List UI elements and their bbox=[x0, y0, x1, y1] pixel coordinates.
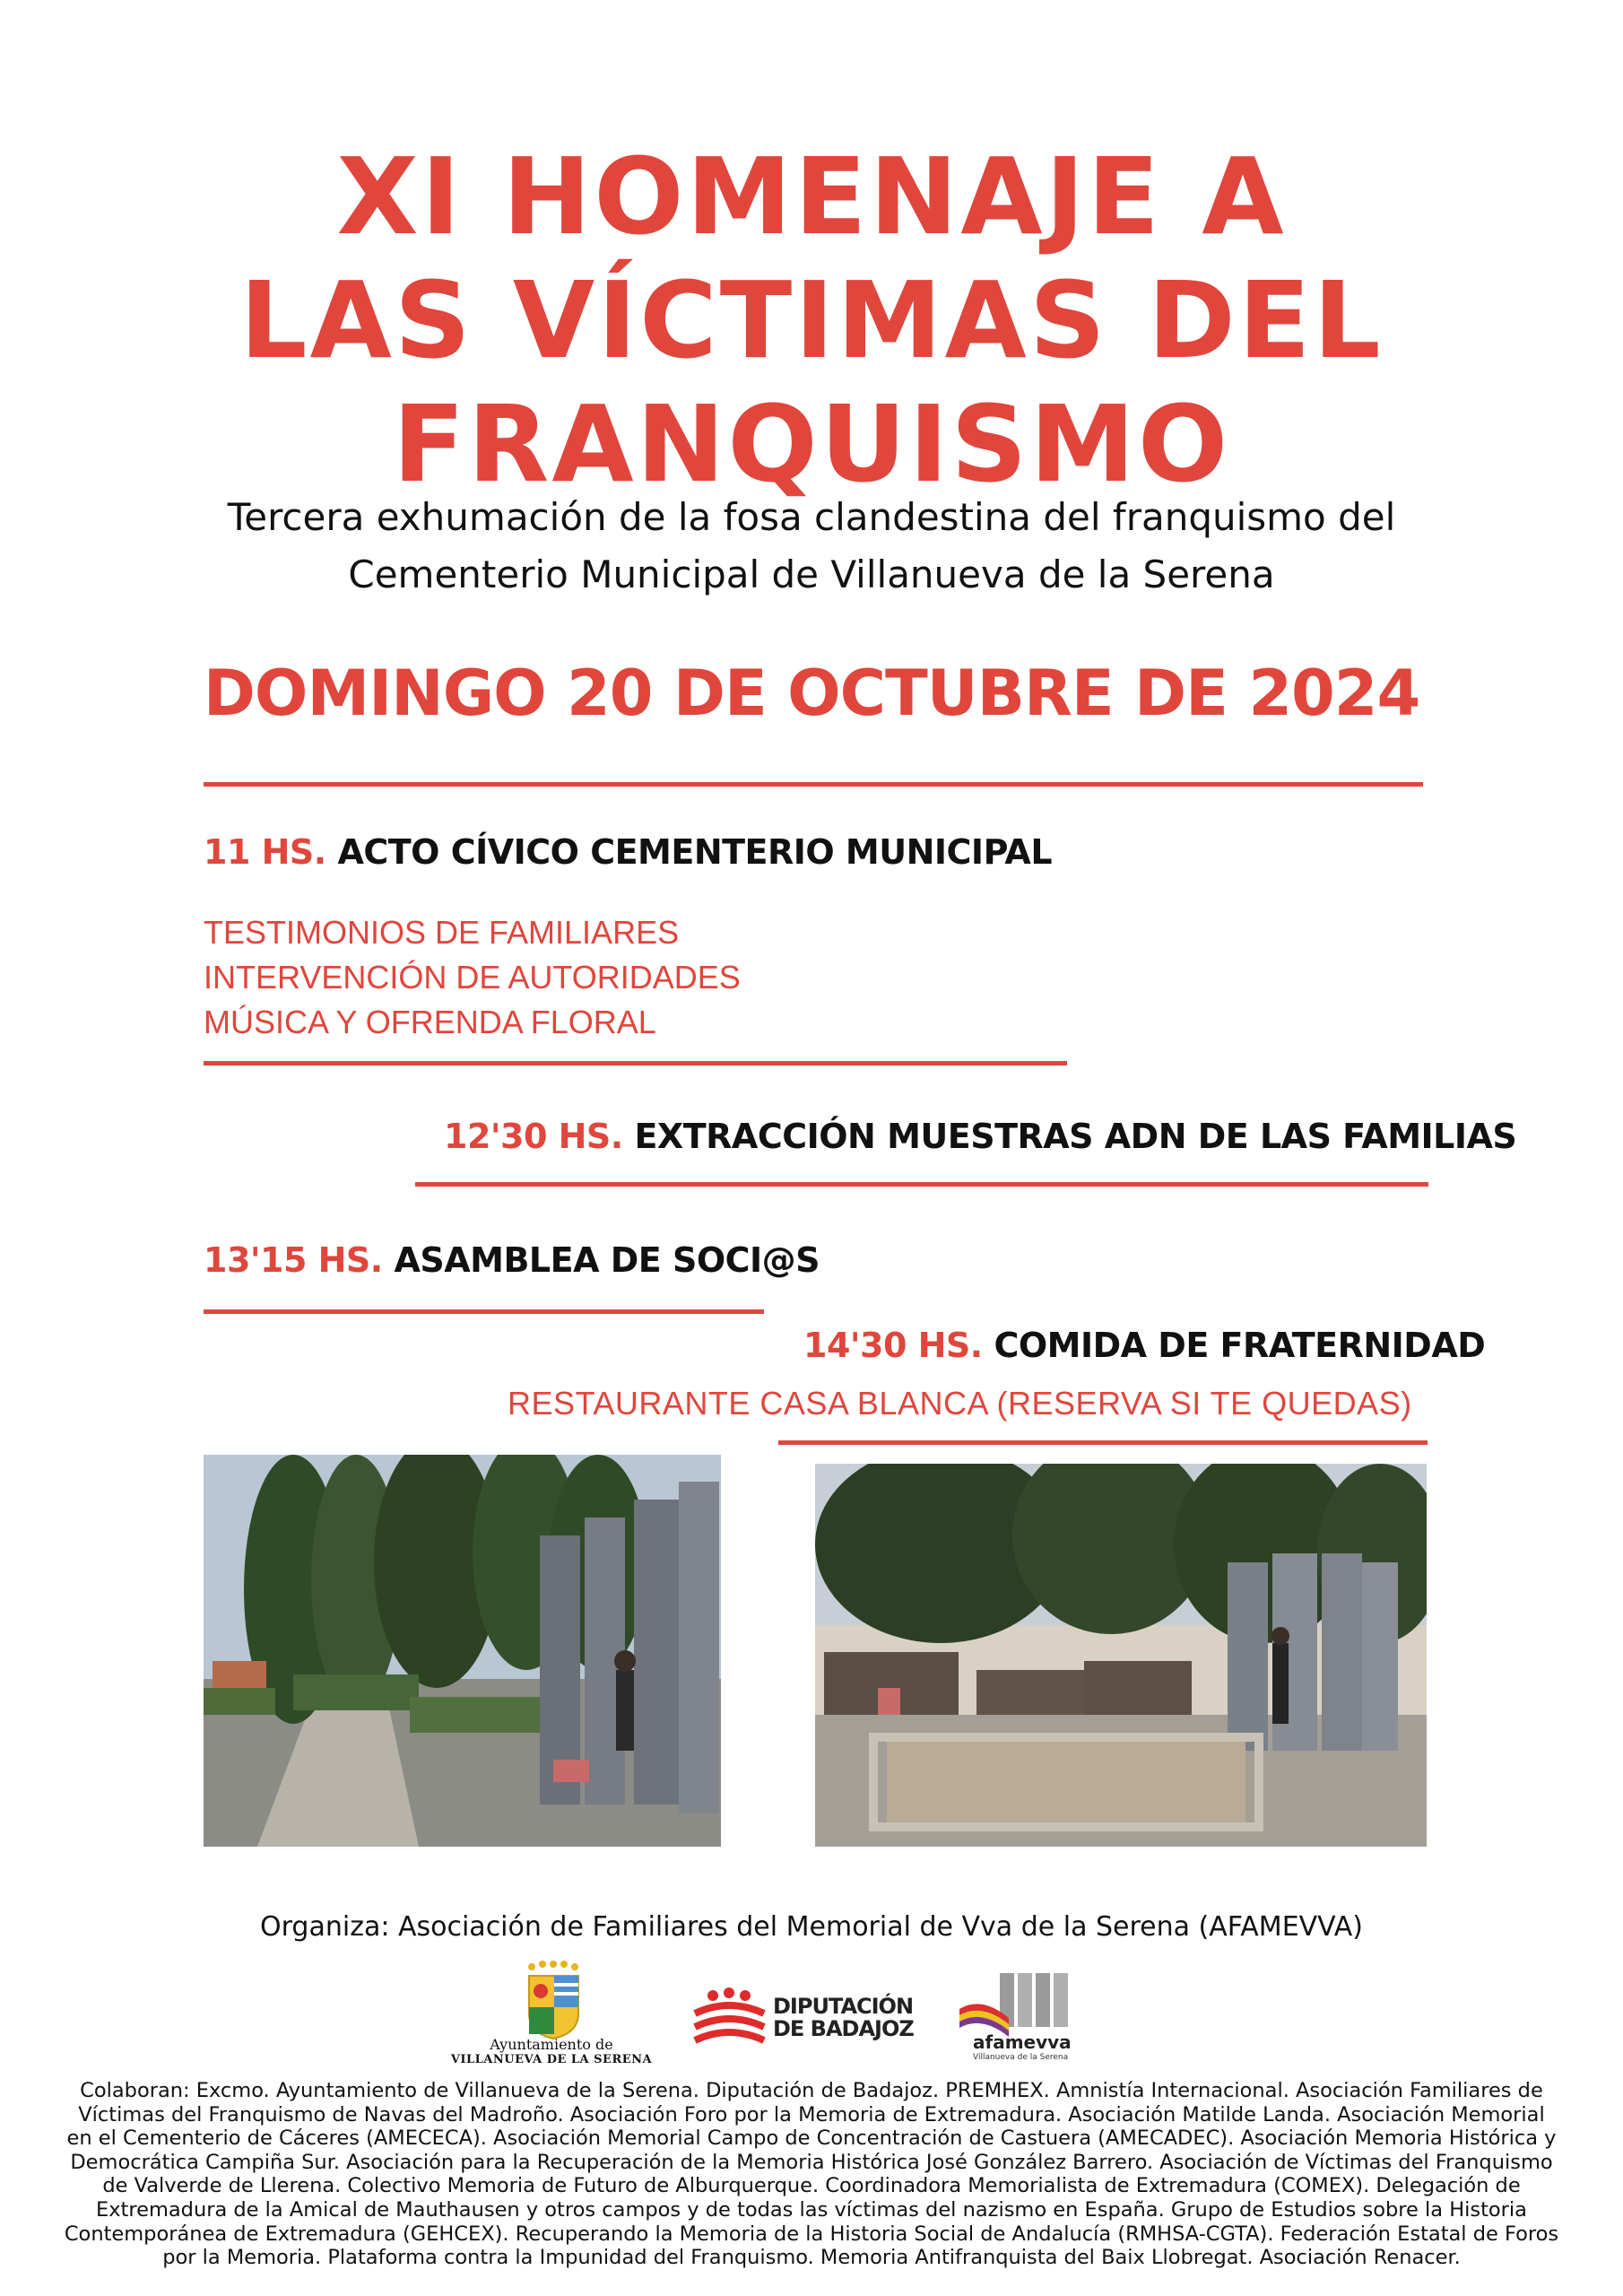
event-date: DOMINGO 20 DE OCTUBRE DE 2024 bbox=[203, 657, 1420, 730]
detail-line: TESTIMONIOS DE FAMILIARES bbox=[204, 914, 680, 951]
organizer-text: Organiza: Asociación de Familiares del Memorial de Vva de la Serena (AFAMEVVA) bbox=[260, 1911, 1363, 1943]
schedule-time: 14'30 HS. bbox=[803, 1326, 983, 1365]
memorial-photo-1 bbox=[204, 1455, 721, 1847]
poster-title bbox=[0, 135, 1623, 506]
title-line-3: FRANQUISMO bbox=[392, 382, 1231, 506]
schedule-details-1 bbox=[204, 910, 741, 1045]
schedule-time: 11 HS. bbox=[204, 832, 326, 872]
afamevva-sub: Villanueva de la Serena bbox=[973, 2053, 1069, 2062]
diputacion-text bbox=[773, 1996, 914, 2040]
schedule-item-2 bbox=[444, 1117, 1516, 1156]
divider bbox=[204, 1309, 764, 1314]
schedule-name: EXTRACCIÓN MUESTRAS ADN DE LAS FAMILIAS bbox=[634, 1117, 1517, 1156]
ayuntamiento-text bbox=[444, 2037, 659, 2067]
divider bbox=[204, 1061, 1067, 1065]
collaborators-text: Colaboran: Excmo. Ayuntamiento de Villanueva de la Serena. Diputación de Badajoz. PREMHEX. Amnistía Internacional. Asociación Familiares de Víctimas del Franquismo de Navas del Madroño. Asociación Foro por la Memoria de Extremadura. Asociación Matilde Landa. Asociación Memorial en el Cementerio de Cáceres (AMECECA). Asociación Memorial Campo de Concentración de Castuera (AMECADEC). Asociación Memoria Histórica y Democrática Campiña Sur. Asociación para la Recuperación de la Memoria Histórica José González Barrero. Asociación de Víctimas del Franquismo de Valverde de Llerena. Colectivo Memoria de Futuro de Alburquerque. Coordinadora Memorialista de Extremadura (COMEX). Delegación de Extremadura de la Amical de Mauthausen y otros campos y de todas las víctimas del nazismo en España. Grupo de Estudios sobre la Historia Contemporánea de Extremadura (GEHCEX). Recuperando la Memoria de la Historia Social de Andalucía (RMHSA-CGTA). Federación Estatal de Foros por la Memoria. Plataforma contra la Impunidad del Franquismo. Memoria Antifranquista del Baix Llobregat. Asociación Renacer. bbox=[64, 2079, 1559, 2270]
poster-subtitle bbox=[0, 489, 1623, 604]
divider bbox=[778, 1440, 1428, 1445]
schedule-time: 13'15 HS. bbox=[204, 1240, 383, 1280]
diputacion-line-1: DIPUTACIÓN bbox=[773, 1994, 914, 2019]
divider bbox=[204, 782, 1423, 787]
schedule-name: COMIDA DE FRATERNIDAD bbox=[994, 1326, 1486, 1365]
schedule-name: ACTO CÍVICO CEMENTERIO MUNICIPAL bbox=[337, 832, 1053, 872]
title-line-2: LAS VÍCTIMAS DEL bbox=[239, 258, 1384, 382]
memorial-photo-2 bbox=[815, 1464, 1427, 1847]
diputacion-line-2: DE BADAJOZ bbox=[773, 2016, 914, 2041]
subtitle-line-2: Cementerio Municipal de Villanueva de la Serena bbox=[348, 552, 1275, 596]
title-line-1: XI HOMENAJE A bbox=[336, 135, 1287, 258]
diputacion-emblem-icon bbox=[690, 1987, 771, 2049]
ayuntamiento-line-2: VILLANUEVA DE LA SERENA bbox=[450, 2053, 653, 2066]
afamevva-name: afamevva bbox=[973, 2031, 1072, 2053]
detail-line: RESTAURANTE CASA BLANCA (RESERVA SI TE QUEDAS) bbox=[508, 1385, 1412, 1422]
schedule-name: ASAMBLEA DE SOCI@S bbox=[394, 1240, 820, 1280]
schedule-item-1 bbox=[204, 832, 1052, 872]
schedule-item-4 bbox=[803, 1326, 1485, 1365]
divider bbox=[415, 1182, 1428, 1187]
schedule-time: 12'30 HS. bbox=[444, 1117, 623, 1156]
ayuntamiento-logo bbox=[444, 1960, 659, 2067]
detail-line: INTERVENCIÓN DE AUTORIDADES bbox=[204, 959, 741, 996]
memorial-photo-1-image bbox=[204, 1455, 721, 1847]
memorial-photo-2-image bbox=[815, 1464, 1427, 1847]
ayuntamiento-line-1: Ayuntamiento de bbox=[490, 2036, 613, 2053]
diputacion-logo bbox=[690, 1987, 915, 2049]
schedule-details-4 bbox=[508, 1381, 1412, 1426]
afamevva-logo bbox=[955, 1969, 1089, 2067]
schedule-item-3 bbox=[204, 1240, 820, 1280]
detail-line: MÚSICA Y OFRENDA FLORAL bbox=[204, 1004, 656, 1040]
subtitle-line-1: Tercera exhumación de la fosa clandestina del franquismo del bbox=[227, 495, 1396, 539]
